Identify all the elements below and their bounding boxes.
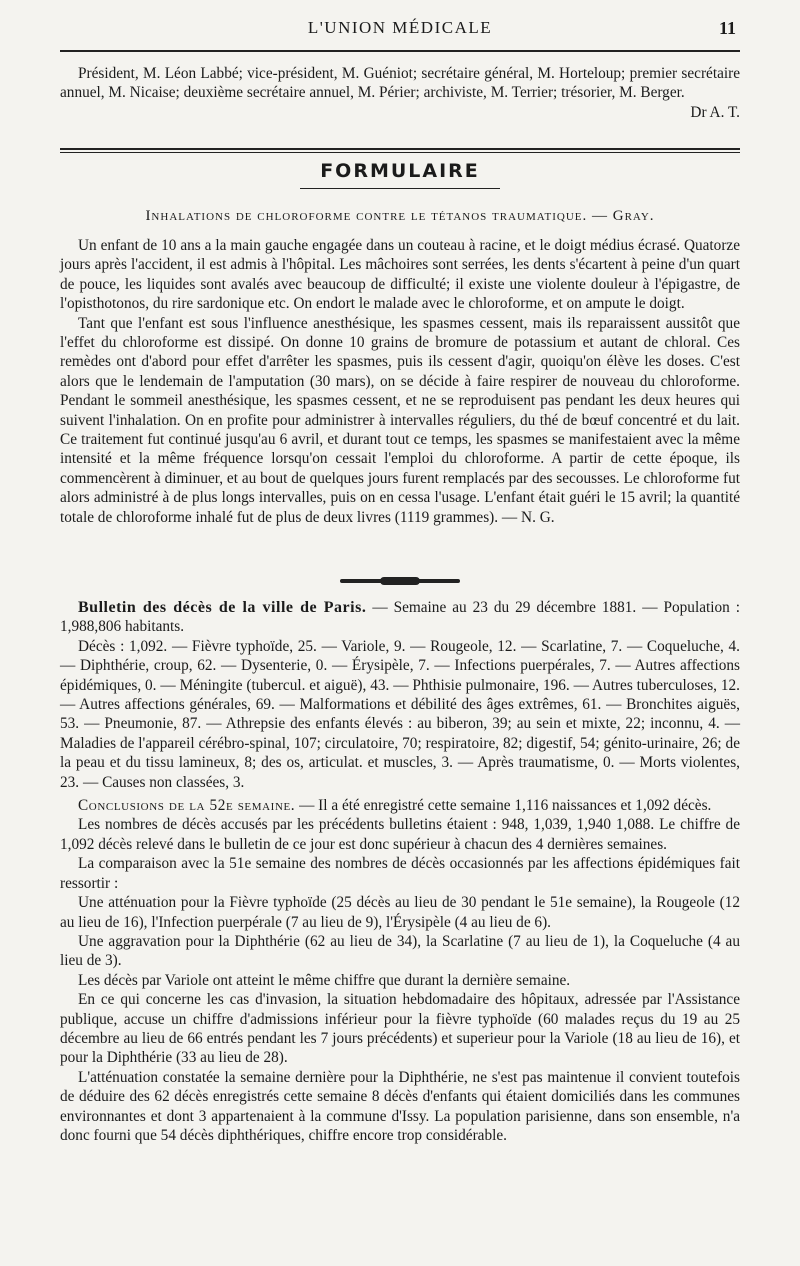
bulletin-title-rest: — Semaine au 23 du 29 décembre 1881. — Population : 1,988,806 habitants. [60, 599, 740, 636]
formulaire-body [60, 236, 740, 527]
society-signature: Dr A. T. [690, 103, 740, 121]
bulletin-paragraph-5: Les décès par Variole ont atteint le même chiffre que durant la dernière semaine. [78, 971, 571, 989]
bulletin-heading-paragraph [60, 598, 740, 637]
section-rule-top [60, 148, 740, 150]
bulletin-paragraph-6: En ce qui concerne les cas d'invasion, la situation hebdomadaire des hôpitaux, adressée par l'Assistance publique, accuse un chiffre d'admissions inférieur pour la fièvre typhoïde (60 malades reçus du 19 au 25 décembre au lieu de 66 entrés pendant les 7 jours précédents) et superieur pour la Variole (18 au lieu de 16), et pour la Diphthérie (33 au lieu de 28). [60, 991, 740, 1067]
bulletin-conclusions [60, 796, 740, 815]
bulletin-paragraph-7: L'atténuation constatée la semaine dernière pour la Diphthérie, ne s'est pas maintenue il convient toutefois de déduire des 62 décès enregistrés cette semaine 8 décès d'enfants qui étaient domiciliés dans les communes environnantes et dont 3 appartenaient à la commune d'Issy. La population parisienne, dans son ensemble, n'a donc fourni que 54 décès diphthériques, chiffre encore trop considérable. [60, 1068, 740, 1144]
section-ornament [340, 579, 460, 583]
conclusions-text: — Il a été enregistré cette semaine 1,116 naissances et 1,092 décès. [299, 797, 712, 815]
formulaire-paragraph-1: Un enfant de 10 ans a la main gauche engagée dans un couteau à racine, et le doigt médius écrasé. Quatorze jours après l'accident, il est admis à l'hôpital. Les mâchoires sont serrées, les dents s'écartent à peine d'un quart de pouce, les liquides sont avalés avec beaucoup de difficulté; il existe une violente douleur à l'épigastre, de l'opisthotonos, du rire sardonique etc. On endort le malade avec le chloroforme, et on ampute le doigt. [60, 237, 740, 313]
bulletin-title: Bulletin des décès de la ville de Paris. [78, 599, 367, 616]
conclusions-label: Conclusions de la 52e semaine. [78, 797, 296, 815]
formulaire-subheading: Inhalations de chloroforme contre le tétanos traumatique. — Gray. [145, 208, 655, 224]
bulletin-body [60, 598, 740, 1145]
bulletin-deces: Décès : 1,092. — Fièvre typhoïde, 25. — Variole, 9. — Rougeole, 12. — Scarlatine, 7. — Coqueluche, 4. — Diphthérie, croup, 62. — Dysenterie, 0. — Érysipèle, 7. — Infections puerpérales, 7. — Autres affections épidémiques, 0. — Méningite (tubercul. et aiguë), 43. — Phthisie pulmonaire, 196. — Autres tuberculoses, 12. — Autres affections générales, 69. — Malformations et débilité des âges extrêmes, 61. — Bronchites aiguës, 53. — Pneumonie, 87. — Athrepsie des enfants élevés : au biberon, 39; au sein et mixte, 22; inconnu, 4. — Maladies de l'appareil cérébro-spinal, 107; circulatoire, 70; respiratoire, 82; digestif, 54; génito-urinaire, 26; de la peau et du tissu lamineux, 8; des os, articulat. et muscles, 3. — Après traumatisme, 0. — Morts violentes, 23. — Causes non classées, 3. [60, 637, 740, 791]
heading-underline [300, 188, 500, 189]
society-text: Président, M. Léon Labbé; vice-président, M. Guéniot; secrétaire général, M. Horteloup; premier secrétaire annuel, M. Nicaise; deuxième secrétaire annuel, M. Périer; archiviste, M. Terrier; trésorier, M. Berger. [60, 65, 740, 102]
bulletin-paragraph-4: Une aggravation pour la Diphthérie (62 au lieu de 34), la Scarlatine (7 au lieu de 1), la Coqueluche (4 au lieu de 3). [60, 932, 740, 970]
header-rule [60, 50, 740, 52]
page-number: 11 [718, 18, 736, 38]
page-header [60, 18, 740, 44]
formulaire-heading: FORMULAIRE [320, 160, 480, 182]
bulletin-paragraph-2: La comparaison avec la 51e semaine des nombres de décès occasionnés par les affections épidémiques fait ressortir : [60, 855, 740, 892]
bulletin-paragraph-3: Une atténuation pour la Fièvre typhoïde (25 décès au lieu de 30 pendant le 51e semaine), la Rougeole (12 au lieu de 16), l'Infection puerpérale (7 au lieu de 9), l'Érysipèle (4 au lieu de 6). [60, 894, 740, 931]
running-title: L'UNION MÉDICALE [307, 18, 493, 37]
society-officers [60, 64, 740, 122]
formulaire-paragraph-2: Tant que l'enfant est sous l'influence anesthésique, les spasmes cessent, mais ils reparaissent aussitôt que l'effet du chloroforme est dissipé. On donne 10 grains de bromure de potassium et autant de chloral. Ces remèdes ont d'abord pour effet d'arrêter les spasmes, puis ils cessent d'agir, quoiqu'on élève les doses. C'est alors que le lendemain de l'amputation (30 mars), on se décide à faire respirer de nouveau du chloroforme. Pendant le sommeil anesthésique, les spasmes cessent, et ne se reproduisent pas pendant les deux heures qui suivent l'inhalation. On en profite pour administrer à intervalles réguliers, du thé de bœuf concentré et du lait. Ce traitement fut continué jusqu'au 6 avril, et durant tout ce temps, les spasmes se manifestaient avec la même intensité et la même fréquence lorsqu'on cessait l'emploi du chloroforme. A partir de cette époque, ils commencèrent à diminuer, et au bout de quelques jours furent remplacés par des secousses. Le chloroforme fut alors administré à de plus longs intervalles, puis on en cessa l'usage. L'enfant était guéri le 15 avril; la quantité totale de chloroforme inhalé fut de plus de deux livres (1119 grammes). — N. G. [60, 314, 740, 526]
section-rule-thin [60, 152, 740, 153]
bulletin-paragraph-1: Les nombres de décès accusés par les précédents bulletins étaient : 948, 1,039, 1,940 1,088. Le chiffre de 1,092 décès relevé dans le bulletin de ce jour est donc supérieur à chacun des 4 dernières semaines. [60, 816, 740, 853]
